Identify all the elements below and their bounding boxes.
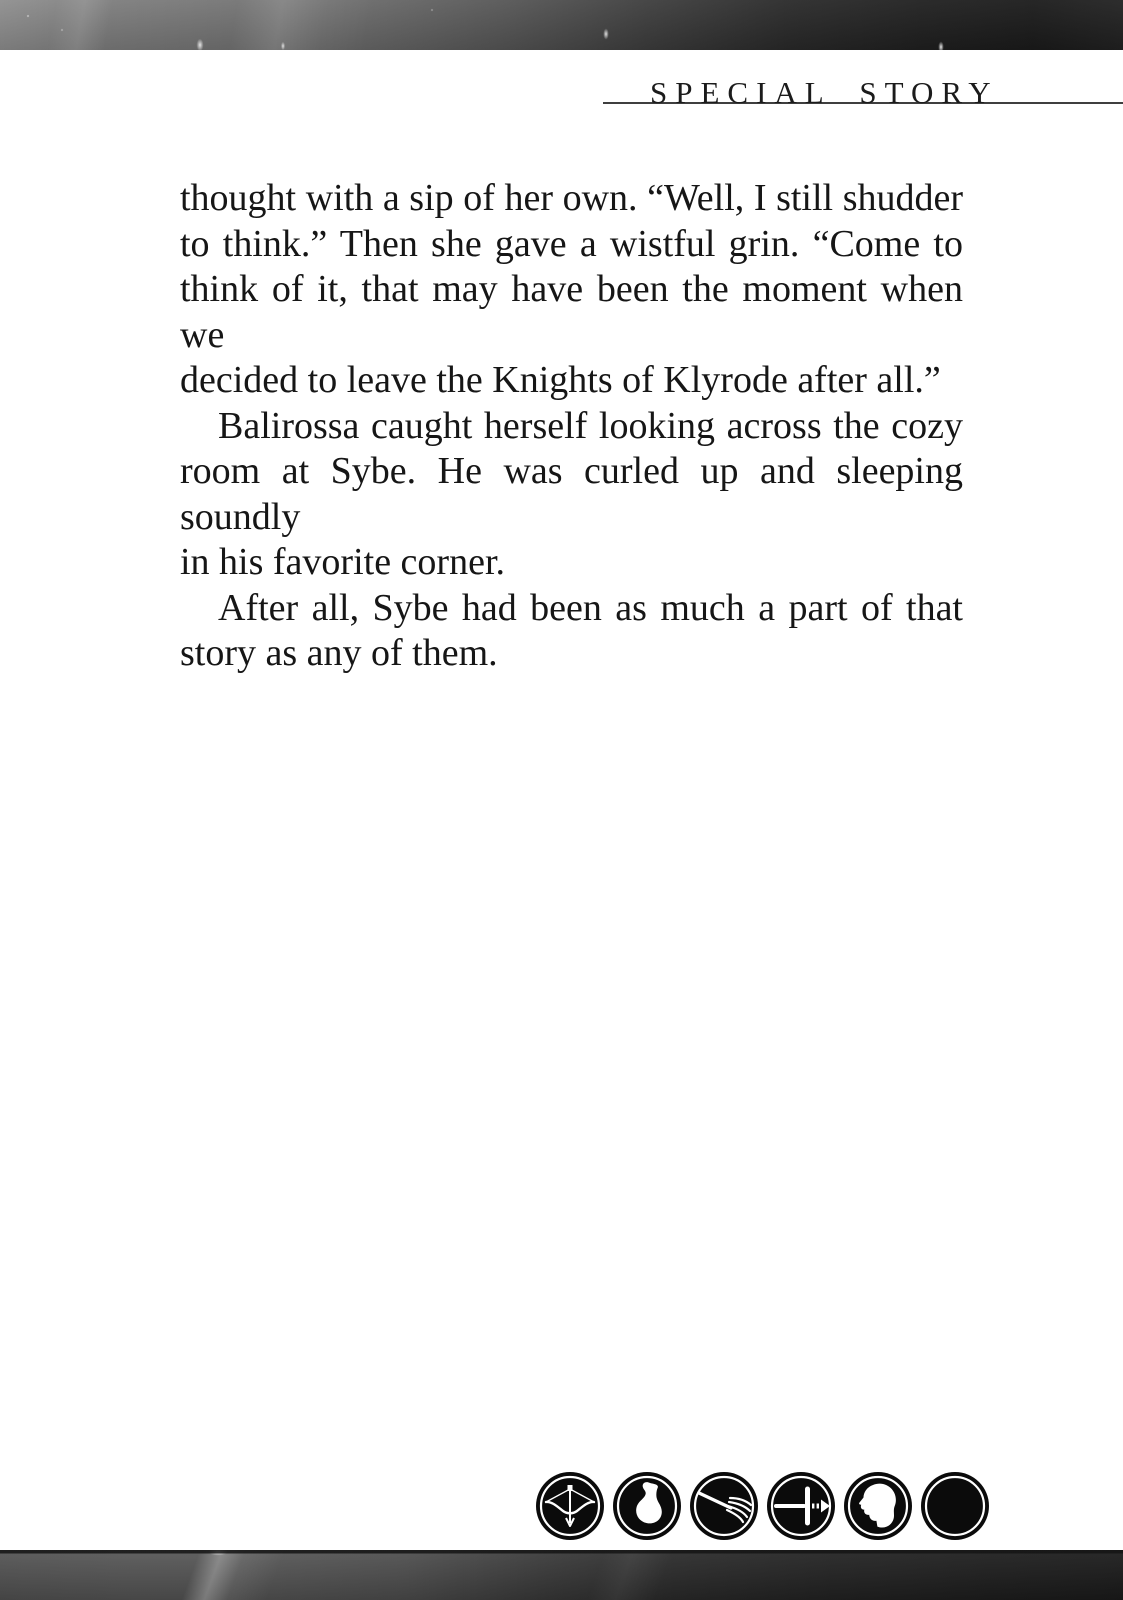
text-line: thought with a sip of her own. “Well, I still shudder — [180, 177, 963, 219]
creature-icon — [613, 1472, 681, 1540]
text-line: Balirossa caught herself looking across the cozy — [218, 404, 963, 447]
bow-icon — [536, 1472, 604, 1540]
sword-icon — [767, 1472, 835, 1540]
party-emblem-row — [536, 1472, 989, 1540]
bottom-decorative-bar — [0, 1550, 1123, 1600]
blank-icon — [921, 1472, 989, 1540]
top-decorative-bar — [0, 0, 1123, 50]
text-line: in his favorite corner. — [180, 541, 506, 583]
text-line: think of it, that may have been the moment when we — [180, 268, 963, 356]
page-title: SPECIAL STORY — [650, 75, 999, 110]
text-line: room at Sybe. He was curled up and sleeping soundly — [180, 450, 963, 538]
text-line: to think.” Then she gave a wistful grin. “Come to — [180, 222, 963, 265]
text-line: decided to leave the Knights of Klyrode after all.” — [180, 359, 941, 401]
profile-icon — [844, 1472, 912, 1540]
pitchfork-icon — [690, 1472, 758, 1540]
text-line: After all, Sybe had been as much a part of that — [218, 586, 963, 629]
text-line: story as any of them. — [180, 632, 498, 674]
story-text — [180, 176, 963, 677]
